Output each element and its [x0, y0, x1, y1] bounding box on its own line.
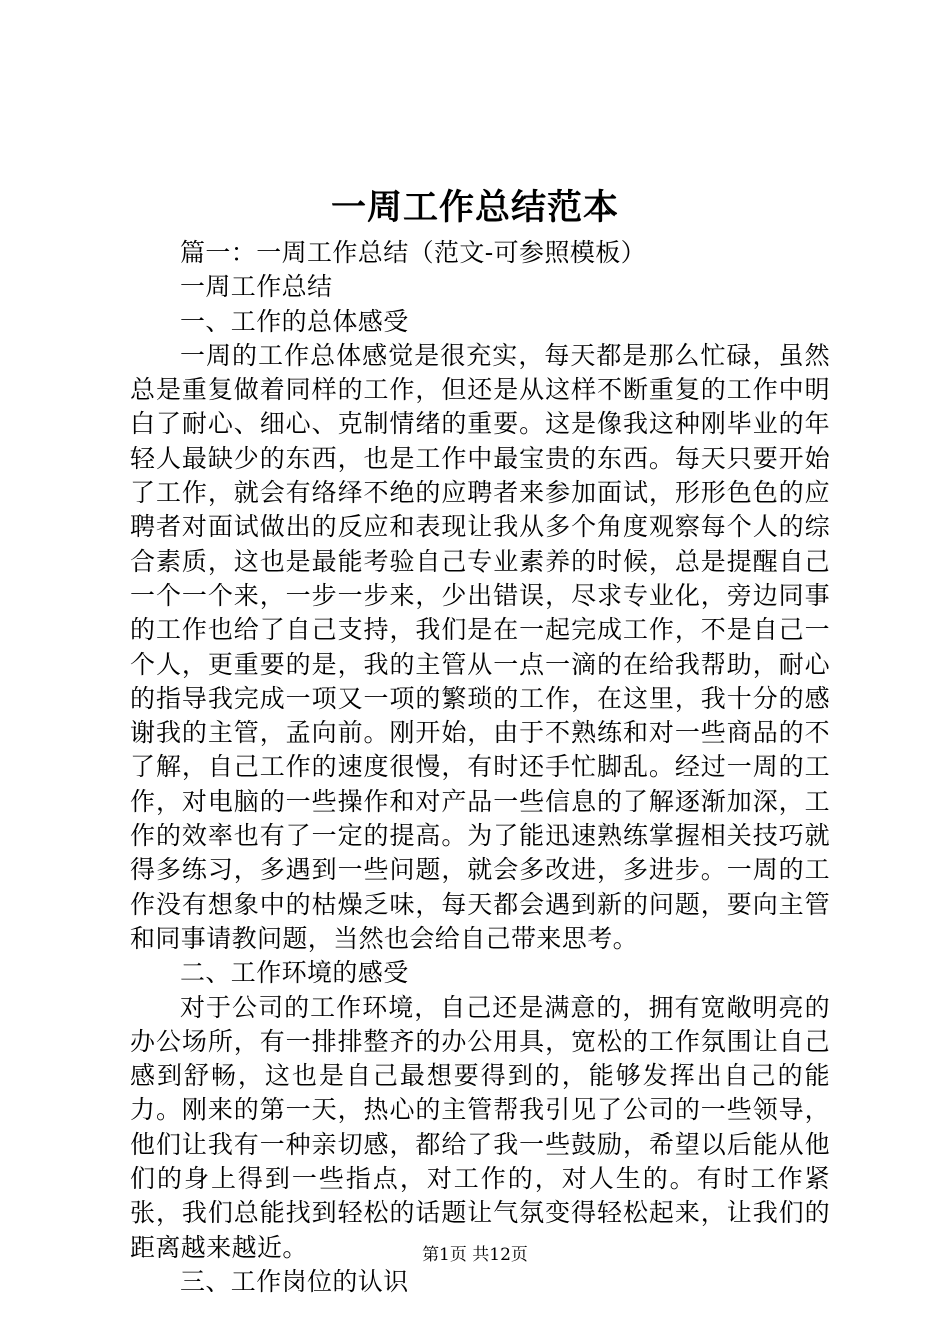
- page-footer: 第1页 共12页: [422, 1245, 528, 1265]
- page-title: 一周工作总结范本: [330, 187, 619, 228]
- paragraph-heading-overall: 一、工作的总体感受: [180, 306, 409, 336]
- paragraph-heading-position: 三、工作岗位的认识: [180, 1266, 409, 1296]
- paragraph-heading-environment: 二、工作环境的感受: [180, 958, 409, 988]
- paragraph-body-overall: 一周的工作总体感觉是很充实，每天都是那么忙碌，虽然总是重复做着同样的工作，但还是从这样不断重复的工作中明白了耐心、细心、克制情绪的重要。这是像我这种刚毕业的年轻人最缺少的东西，也是工作中最宝贵的东西。每天只要开始了工作，就会有络绎不绝的应聘者来参加面试，形形色色的应聘者对面试做出的反应和表现让我从多个角度观察每个人的综合素质，这也是最能考验自己专业素养的时候，总是提醒自己一个一个来，一步一步来，少出错误，尽求专业化，旁边同事的工作也给了自己支持，我们是在一起完成工作，不是自己一个人，更重要的是，我的主管从一点一滴的在给我帮助，耐心的指导我完成一项又一项的繁琐的工作，在这里，我十分的感谢我的主管，孟向前。刚开始，由于不熟练和对一些商品的不了解，自己工作的速度很慢，有时还手忙脚乱。经过一周的工作，对电脑的一些操作和对产品一些信息的了解逐渐加深，工作的效率也有了一定的提高。为了能迅速熟练掌握相关技巧就得多练习，多遇到一些问题，就会多改进，多进步。一周的工作没有想象中的枯燥乏味，每天都会遇到新的问题，要向主管和同事请教问题，当然也会给自己带来思考。: [130, 340, 830, 953]
- document-body: [130, 236, 830, 1299]
- paragraph-body-environment: 对于公司的工作环境，自己还是满意的，拥有宽敞明亮的办公场所，有一排排整齐的办公用具，宽松的工作氛围让自己感到舒畅，这也是自己最想要得到的，能够发挥出自己的能力。刚来的第一天，热心的主管帮我引见了公司的一些领导，他们让我有一种亲切感，都给了我一些鼓励，希望以后能从他们的身上得到一些指点，对工作的，对人生的。有时工作紧张，我们总能找到轻松的话题让气氛变得轻松起来，让我们的距离越来越近。: [130, 992, 830, 1262]
- paragraph-section-heading: 篇一：一周工作总结（范文-可参照模板）: [180, 238, 647, 267]
- paragraph-subtitle: 一周工作总结: [180, 272, 333, 302]
